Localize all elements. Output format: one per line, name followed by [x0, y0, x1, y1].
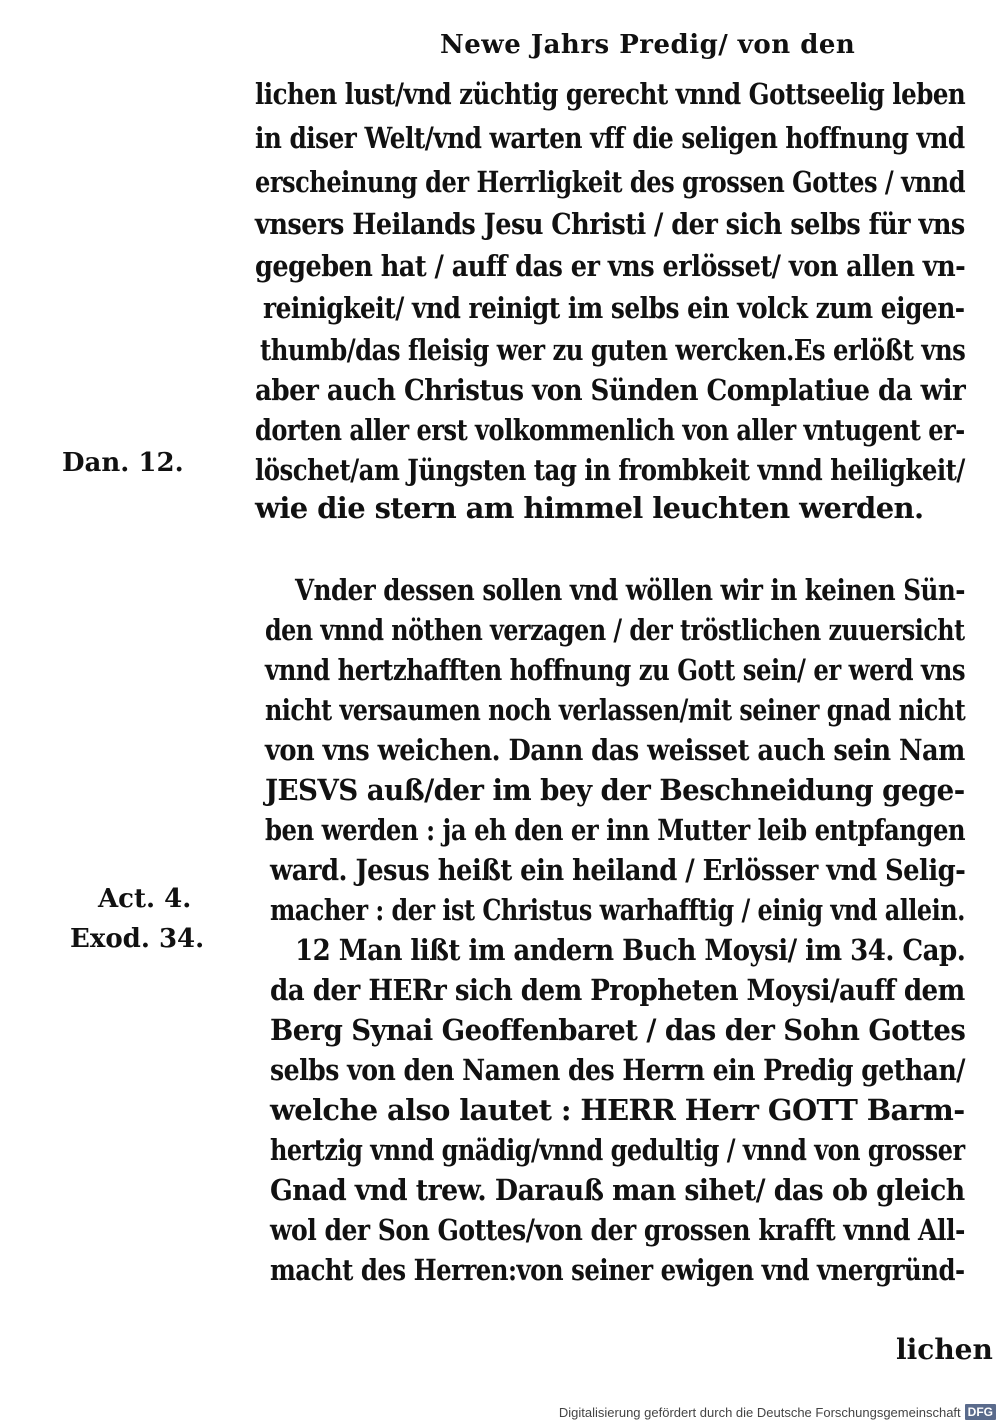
catchword: lichen	[896, 1333, 993, 1366]
text-line: vnsers Heilands Jesu Christi / der sich selbs für vns	[255, 207, 965, 241]
text-line: da der HERr sich dem Propheten Moysi/auff dem	[270, 973, 965, 1007]
text-line: nicht versaumen noch verlassen/mit seiner gnad nicht	[265, 693, 966, 727]
text-line: welche also lautet : HERR Herr GOTT Barm-	[270, 1093, 965, 1127]
margin-note-act: Act. 4.	[98, 884, 192, 914]
text-line: in diser Welt/vnd warten vff die seligen hoffnung vnd	[255, 121, 965, 155]
text-line: macht des Herren:von seiner ewigen vnd vnergründ-	[270, 1253, 965, 1287]
text-line: JESVS auß/der im bey der Beschneidung gege-	[265, 773, 965, 807]
text-line: Berg Synai Geoffenbaret / das der Sohn Gottes	[270, 1013, 966, 1047]
digitization-footer	[558, 1400, 1000, 1424]
text-line: thumb/das fleisig wer zu guten wercken.Es erlößt vns	[260, 333, 966, 367]
text-line: erscheinung der Herrligkeit des grossen Gottes / vnnd	[255, 165, 966, 199]
text-line: wol der Son Gottes/von der grossen krafft vnnd All-	[270, 1213, 965, 1247]
text-line: Vnder dessen sollen vnd wöllen wir in keinen Sün-	[295, 573, 965, 607]
text-line: selbs von den Namen des Herrn ein Predig gethan/	[270, 1053, 965, 1087]
text-line: 12 Man lißt im andern Buch Moysi/ im 34. Cap.	[295, 933, 966, 967]
text-line: Gnad vnd trew. Darauß man sihet/ das ob gleich	[270, 1173, 965, 1207]
text-line: löschet/am Jüngsten tag in frombkeit vnnd heiligkeit/	[255, 453, 965, 487]
margin-note-exod: Exod. 34.	[70, 924, 205, 954]
text-line: lichen lust/vnd züchtig gerecht vnnd Gottseelig leben	[255, 77, 966, 111]
text-line: dorten aller erst volkommenlich von aller vntugent er-	[255, 413, 965, 447]
text-line: ben werden : ja eh den er inn Mutter leib entpfangen	[265, 813, 966, 847]
text-line: reinigkeit/ vnd reinigt im selbs ein volck zum eigen-	[263, 291, 965, 325]
text-line: vnnd hertzhafften hoffnung zu Gott sein/ er werd vns	[265, 653, 966, 687]
text-line: den vnnd nöthen verzagen / der tröstlichen zuuersicht	[265, 613, 965, 647]
text-line: aber auch Christus von Sünden Complatiue da wir	[255, 373, 966, 407]
text-line: ward. Jesus heißt ein heiland / Erlösser vnd Selig-	[270, 853, 966, 887]
text-line: hertzig vnnd gnädig/vnnd gedultig / vnnd von grosser	[270, 1133, 965, 1167]
text-line: wie die stern am himmel leuchten werden.	[255, 491, 924, 525]
dfg-logo-icon: DFG	[965, 1404, 996, 1420]
footer-credit: Digitalisierung gefördert durch die Deutsche Forschungsgemeinschaft	[558, 1404, 961, 1420]
running-head: Newe Jahrs Predig/ von den	[440, 30, 856, 60]
text-line: von vns weichen. Dann das weisset auch sein Nam	[265, 733, 965, 767]
margin-note-dan: Dan. 12.	[62, 448, 184, 478]
text-line: macher : der ist Christus warhafftig / einig vnd allein.	[270, 893, 965, 927]
text-line: gegeben hat / auff das er vns erlösset/ von allen vn-	[255, 249, 966, 283]
